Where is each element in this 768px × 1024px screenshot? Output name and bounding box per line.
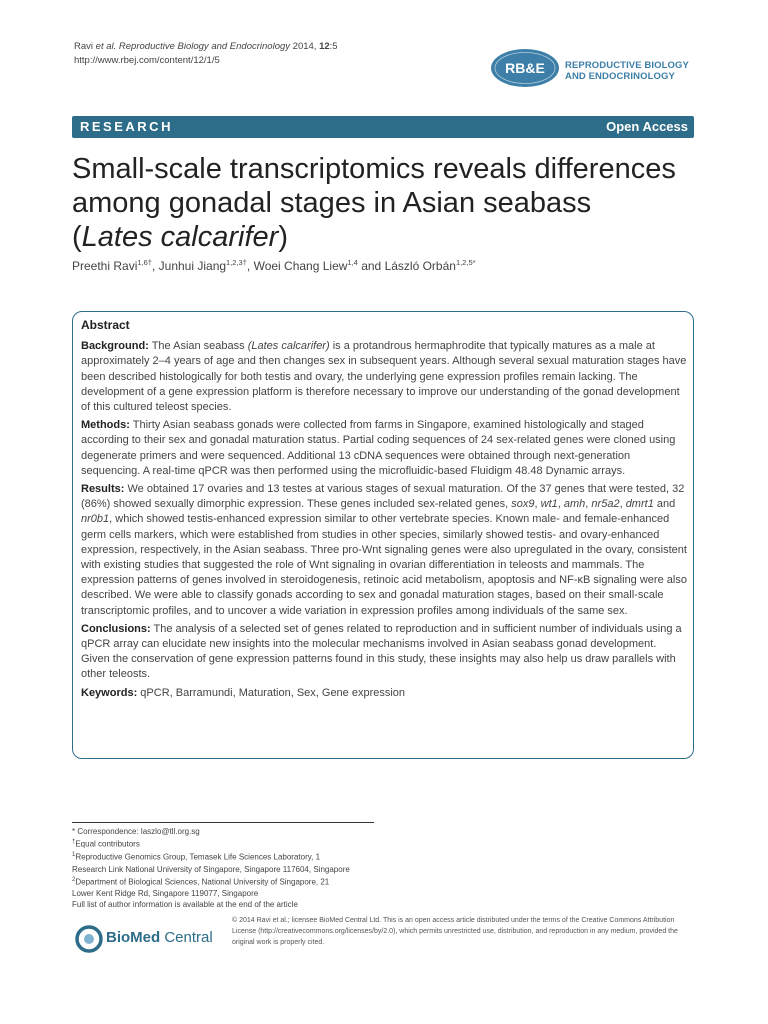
citation-journal: Reproductive Biology and Endocrinology	[118, 41, 291, 52]
author-name[interactable]: László Orbán	[384, 259, 456, 273]
author-affiliation: 1,6†	[137, 258, 152, 267]
author-name[interactable]: Preethi Ravi	[72, 259, 138, 273]
biomed-central-logo	[74, 922, 224, 956]
author-name[interactable]: Junhui Jiang	[158, 259, 227, 273]
correspondence[interactable]: * Correspondence: laszlo@tll.org.sg	[72, 827, 200, 836]
affiliation-1-cont: Research Link National University of Singapore, Singapore 117604, Singapore	[72, 864, 350, 874]
abstract-results: Results: We obtained 17 ovaries and 13 testes at various stages of sexual maturation. Of the 37 genes that were tested, 32 (86%) showed sexually dimorphic expression. These genes included sex-related genes, sox9, wt1, amh, nr5a2, dmrt1 and nr0b1, which showed testis-enhanced expression similar to other vertebrate species. Known male- and female-enhanced germ cells markers, which were established from studies in other species, similarly showed testis- and ovary-enhanced expression, respectively, in the Asian seabass. Three pro-Wnt signaling genes were also upregulated in the ovary, consistent with existing studies that suggested the role of Wnt signaling in ovarian differentiation in teleosts and mammals. The expression patterns of genes involved in steroidogenesis, retinoic acid metabolism, apoptosis and NF-κB signaling were also described. We were able to classify gonads according to sex and gonadal maturation stages, based on their small-scale transcriptomic profiles, and to uncover a wide variation in expression profiles among individuals of the same sex.	[81, 483, 687, 617]
title-line-1: Small-scale transcriptomics reveals differences	[72, 153, 676, 185]
abstract-conclusions: Conclusions: The analysis of a selected set of genes related to reproduction and in sufficient number of individuals using a qPCR array can elucidate new insights into the molecular mechanisms involved in Asian seabass gonad development. Given the conservation of gene expression patterns found in this study, these insights may also help us draw parallels with other teleosts.	[81, 622, 682, 681]
affiliation-1: $^1$Reproductive Genomics Group, Temasek Life Sciences Laboratory, 1	[72, 852, 321, 863]
biomed-central-icon	[74, 924, 104, 954]
rbe-logo-icon	[490, 48, 560, 88]
abstract-keywords: Keywords: qPCR, Barramundi, Maturation, Sex, Gene expression	[81, 686, 406, 699]
title-species: Lates calcarifer	[81, 221, 279, 253]
author-list: Preethi Ravi$^{1,6\dagger}$, Junhui Jiang$^{1,2,3\dagger}$, Woei Chang Liew$^{1,4}$ and László Orbán$^{1,2,5*}$	[72, 258, 476, 273]
license-text: © 2014 Ravi et al.; licensee BioMed Central Ltd. This is an open access article distributed under the terms of the Creative Commons Attribution License (http://creativecommons.org/licenses/by/2.0), which permits unrestricted use, distribution, and reproduction in any medium, provided the original work is properly cited.	[232, 917, 678, 946]
abstract-methods: Methods: Thirty Asian seabass gonads were collected from farms in Singapore, examined histologically and staged according to their sex and gonadal maturation status. Partial coding sequences of 24 sex-related genes were cloned using degenerate primers and were sequenced. Additional 13 cDNA sequences were obtained through next-generation sequencing. A real-time qPCR was then performed using the microfluidic-based Fluidigm 48.48 Dynamic arrays.	[81, 419, 676, 477]
author-info-note: Full list of author information is available at the end of the article	[72, 900, 298, 910]
author-name[interactable]: Woei Chang Liew	[253, 259, 348, 273]
journal-logo	[490, 48, 710, 94]
equal-contributors: †Equal contributors	[72, 839, 140, 850]
footnote-divider	[72, 822, 374, 823]
citation-issue: :5	[329, 41, 338, 52]
article-type-banner	[72, 116, 694, 138]
logo-wordmark	[565, 60, 689, 82]
article-title	[72, 152, 712, 254]
citation-url[interactable]: http://www.rbej.com/content/12/1/5	[74, 55, 220, 66]
author-affiliation: 1,2,3†	[226, 258, 247, 267]
author-affiliation: 1,4	[347, 258, 358, 267]
citation-etal: et al.	[95, 41, 117, 52]
citation-authors: Ravi	[74, 41, 94, 52]
abstract-heading: Abstract	[81, 318, 130, 332]
affiliation-2-cont: Lower Kent Ridge Rd, Singapore 119077, Singapore	[72, 889, 259, 898]
open-access-label: Open Access	[606, 119, 688, 134]
author-affiliation: 1,2,5*	[455, 258, 476, 267]
article-type-label: RESEARCH	[80, 119, 173, 134]
biomed-central-wordmark: BioMed Central	[106, 929, 213, 946]
citation-year: 2014,	[292, 41, 317, 52]
title-line-2: among gonadal stages in Asian seabass	[72, 187, 592, 219]
logo-mark: RB&E	[505, 60, 545, 76]
logo-line1: REPRODUCTIVE BIOLOGY	[565, 60, 689, 71]
logo-line2: AND ENDOCRINOLOGY	[565, 71, 675, 82]
abstract-background: Background: The Asian seabass (Lates calcarifer) is a protandrous hermaphrodite that typically matures as a male at approximately 2–4 years of age and then changes sex in subsequent years. Although several sexual maturation stages have been described histologically for both testis and ovary, the underlying gene expression profiles remain lacking. The development of a gene expression platform is therefore necessary to improve our understanding of the gonad development of this cultured teleost species.	[81, 340, 687, 414]
title-line-3: (Lates calcarifer)	[72, 221, 288, 253]
affiliation-2: $^2$Department of Biological Sciences, National University of Singapore, 21	[72, 876, 330, 887]
abstract-content	[81, 318, 687, 704]
citation-header	[74, 40, 338, 68]
footnotes	[72, 826, 350, 911]
citation-volume: 12	[319, 41, 330, 52]
